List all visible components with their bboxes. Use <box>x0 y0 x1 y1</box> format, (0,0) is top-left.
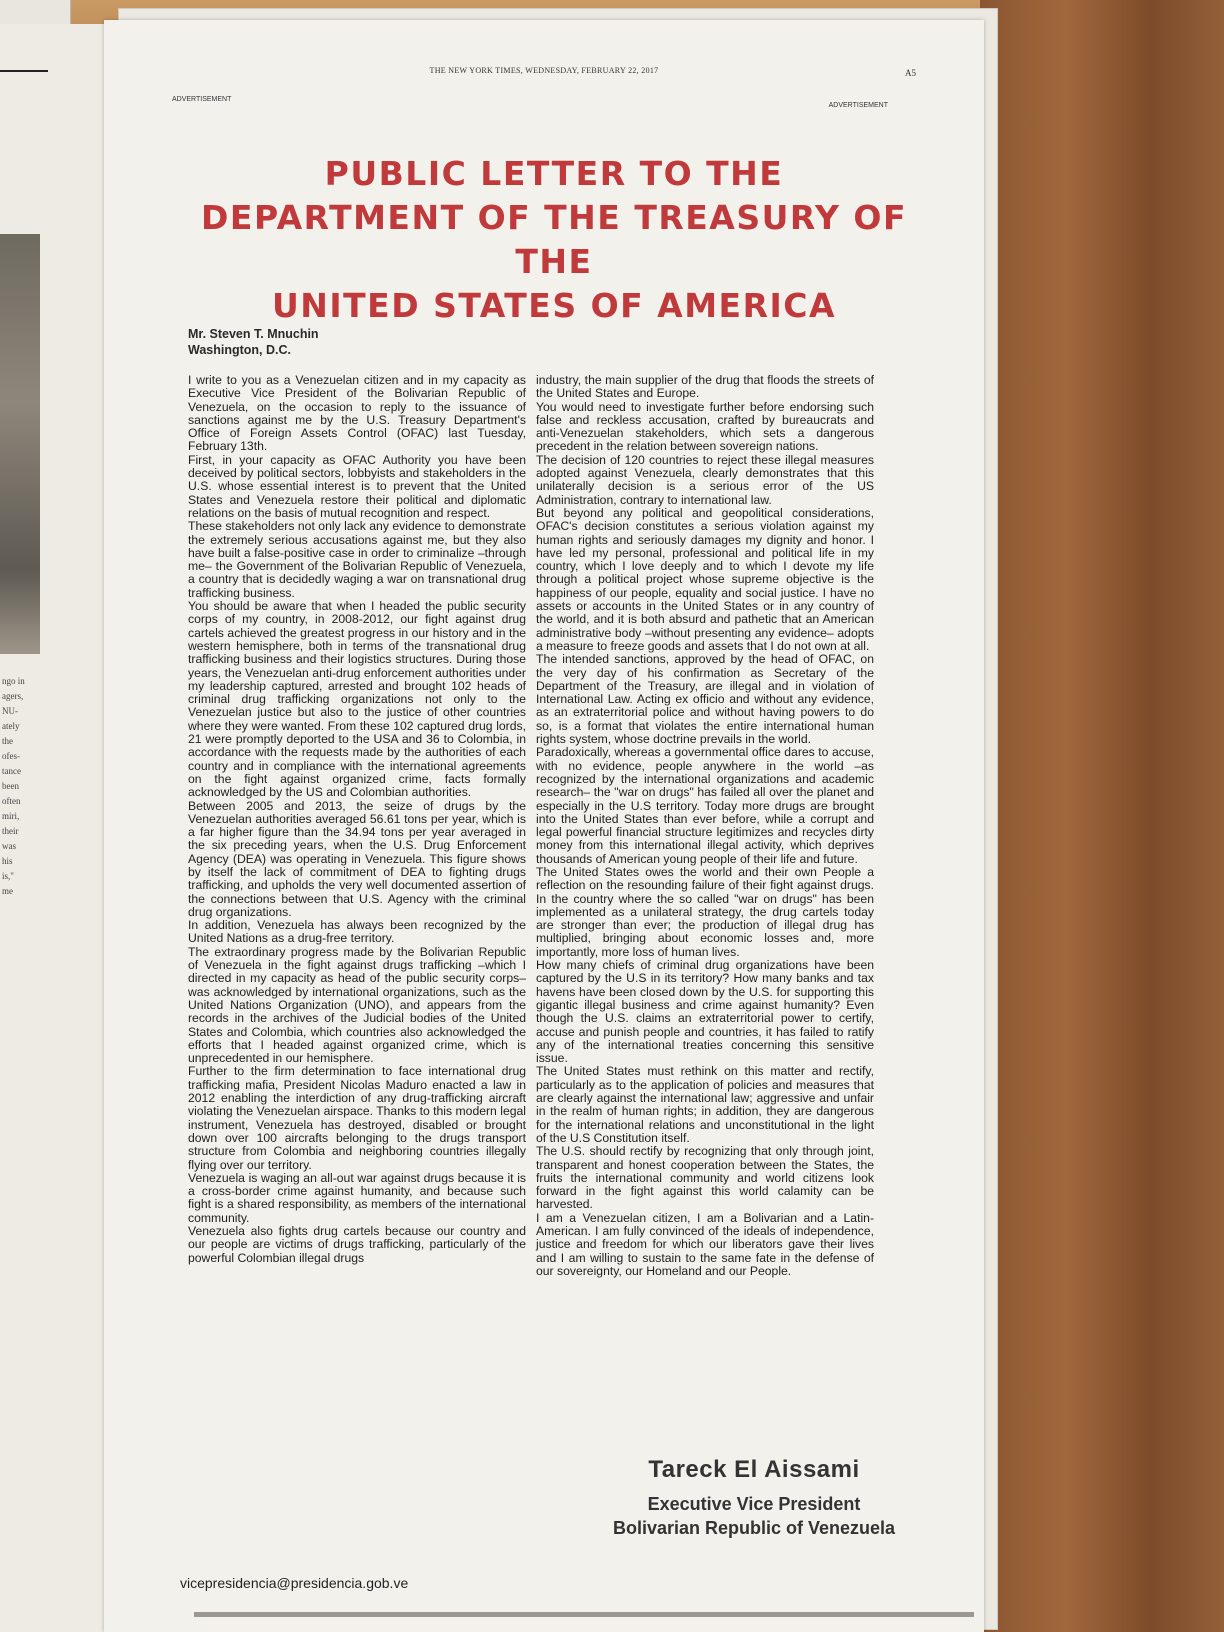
contact-email: vicepresidencia@presidencia.gob.ve <box>180 1575 409 1591</box>
wooden-table <box>980 0 1224 1632</box>
previous-page-fragment: is," <box>2 871 14 881</box>
signatory-position: Executive Vice President <box>647 1494 861 1514</box>
previous-page-fragment: was <box>2 841 16 851</box>
previous-page-fragment: ngo in <box>2 676 25 686</box>
letter-right-paragraph: The United States must rethink on this matter and rectify, particularly as to the application of policies and measures that are clearly against the international law; aggressive and unfair in the realm of human rights; in addition, they are dangerous for the international relations and unconstitutional in the light of the U.S Constitution itself. <box>536 1064 874 1145</box>
letter-right-paragraph: I am a Venezuelan citizen, I am a Bolivarian and a Latin-American. I am fully convinced of the ideals of independence, justice and freedom for which our liberators gave their lives and I am willing to sustain to the same fate in the defense of our sovereignty, our Homeland and our People. <box>536 1210 874 1278</box>
addressee-name: Mr. Steven T. Mnuchin <box>188 327 319 341</box>
letter-right-paragraph: The United States owes the world and their own People a reflection on the resounding failure of their fight against drugs. In the country where the so called "war on drugs" has been implemented as a unilateral strategy, the drug cartels today are stronger than ever; the production of illegal drug has multiplied, bringing about economic losses and, more importantly, more loss of human lives. <box>536 864 874 959</box>
previous-page-fragment: ately <box>2 721 20 731</box>
signature-block <box>554 1456 954 1540</box>
letter-right-paragraph: But beyond any political and geopolitical considerations, OFAC's decision constitutes a serious violation against my human rights and seriously damages my dignity and honor. I have led my personal, professional and political life in my country, which I love deeply and to which I devote my life through a political project whose supreme objective is the happiness of our people, equality and social justice. I have no assets or accounts in the United States or in any country of the world, and it is both absurd and pathetic that an American administrative body –without presenting any evidence– adopts a measure to freeze goods and assets that I do not own at all. <box>536 505 874 653</box>
letter-column-left <box>188 374 526 1265</box>
letter-left-paragraph: I write to you as a Venezuelan citizen and in my capacity as Executive Vice President of the Bolivarian Republic of Venezuela, on the occasion to reply to the issuance of sanctions against me by the U.S. Treasury Department's Office of Foreign Assets Control (OFAC) last Tuesday, February 13th. <box>188 373 526 454</box>
advertisement-label-left: ADVERTISEMENT <box>172 96 232 103</box>
letter-column-right <box>536 374 874 1278</box>
headline <box>164 152 944 328</box>
previous-page-fragment: their <box>2 826 19 836</box>
headline-line-3: UNITED STATES OF AMERICA <box>271 286 837 325</box>
letter-left-paragraph: Between 2005 and 2013, the seize of drugs by the Venezuelan authorities averaged 56.61 tons per year, which is a far higher figure than the 34.94 tons per year averaged in the six preceding years, when the U.S. Drug Enforcement Agency (DEA) was operating in Venezuela. This figure shows by itself the lack of commitment of DEA to fighting drugs trafficking, and upholds the very well documented assertion of the connections between that U.S. Agency with the criminal drug organizations. <box>188 798 526 919</box>
letter-left-paragraph: The extraordinary progress made by the Bolivarian Republic of Venezuela in the fight against drugs trafficking –which I directed in my capacity as head of the public security corps– was acknowledged by international organizations, such as the United Nations Organization (UNO), and appears from the records in the archives of the Judicial bodies of the United States and Colombia, which countries also acknowledged the efforts that I headed against organized crime, which is unprecedented in our hemisphere. <box>188 944 526 1066</box>
column-rule <box>0 70 48 72</box>
page-number: A5 <box>905 68 916 78</box>
previous-page-fragment: the <box>2 736 13 746</box>
letter-right-paragraph: The decision of 120 countries to reject these illegal measures adopted against Venezuela, clearly demonstrates that this unilaterally decision is a serious error of the US Administration, contrary to international law. <box>536 452 874 507</box>
previous-page-fragment: often <box>2 796 21 806</box>
previous-page-fragment: been <box>2 781 19 791</box>
letter-right-paragraph: The intended sanctions, approved by the head of OFAC, on the very day of his confirmation as Secretary of the Department of the Treasury, are illegal and in violation of International Law. Acting ex officio and without any evidence, as an extraterritorial police and without having powers to do so, is a format that violates the entire international human rights system, whose doctrine prevails in the world. <box>536 652 874 747</box>
bottom-rule <box>194 1612 974 1617</box>
advertisement-label-right: ADVERTISEMENT <box>828 102 888 109</box>
signatory-country: Bolivarian Republic of Venezuela <box>612 1518 896 1538</box>
letter-left-paragraph: In addition, Venezuela has always been recognized by the United Nations as a drug-free territory. <box>188 918 526 946</box>
previous-page-fragment: tance <box>2 766 21 776</box>
letter-right-paragraph: Paradoxically, whereas a governmental office dares to accuse, with no evidence, people anywhere in the world –as recognized by the international organizations and academic research– the "war on drugs" has failed all over the planet and especially in the U.S territory. Today more drugs are brought into the United States than ever before, while a corrupt and legal powerful financial structure legitimizes and recycles dirty money from this international illegal activity, which deprives thousands of American young people of their life and future. <box>536 745 874 866</box>
letter-left-paragraph: Venezuela also fights drug cartels because our country and our people are victims of drugs trafficking, particularly of the powerful Colombian illegal drugs <box>188 1224 526 1265</box>
previous-page-fragment: agers, <box>2 691 24 701</box>
photo-fragment <box>0 234 40 654</box>
previous-newspaper-page <box>0 24 104 1632</box>
letter-left-paragraph: Further to the firm determination to face international drug trafficking mafia, President Nicolas Maduro enacted a law in 2012 enabling the interdiction of any drug-trafficking aircraft violating the Venezuelan airspace. Thanks to this modern legal instrument, Venezuela has destroyed, disabled or brought down over 100 aircrafts belonging to the drugs transport structure from Colombia and neighboring countries illegally flying over our territory. <box>188 1064 526 1172</box>
previous-page-fragment: his <box>2 856 13 866</box>
letter-right-paragraph: industry, the main supplier of the drug that floods the streets of the United States and Europe. <box>536 373 874 401</box>
letter-right-paragraph: You would need to investigate further before endorsing such false and reckless accusation, crafted by bureaucrats and anti-Venezuelan stakeholders, which sets a dangerous precedent in the relation between sovereign nations. <box>536 399 874 454</box>
previous-page-fragment: miri, <box>2 811 20 821</box>
letter-left-paragraph: You should be aware that when I headed the public security corps of my country, in 2008-2012, our fight against drug cartels achieved the greatest progress in our history and in the western hemisphere, both in terms of the transnational drug trafficking business and their logistics structures. During those years, the Venezuelan anti-drug enforcement authorities under my leadership captured, arrested and brought 102 heads of criminal drug trafficking organizations not only to the Venezuelan justice but also to the justice of other countries where they were wanted. From these 102 captured drug lords, 21 were promptly deported to the USA and 36 to Colombia, in accordance with the requests made by the authorities of each country and in compliance with the international agreements on the fight against organized crime, facts formally acknowledged by the US and Colombian authorities. <box>188 599 526 800</box>
headline-line-2: DEPARTMENT OF THE TREASURY OF THE <box>201 198 907 281</box>
signatory-title <box>554 1492 954 1540</box>
letter-left-paragraph: Venezuela is waging an all-out war against drugs because it is a cross-border crime against humanity, and because such fight is a shared responsibility, as members of the international community. <box>188 1170 526 1225</box>
previous-page-fragment: me <box>2 886 13 896</box>
newspaper-page <box>104 20 984 1632</box>
addressee <box>188 326 319 358</box>
masthead: THE NEW YORK TIMES, WEDNESDAY, FEBRUARY 22, 2017 <box>429 66 659 75</box>
signatory-name: Tareck El Aissami <box>648 1456 860 1483</box>
letter-left-paragraph: First, in your capacity as OFAC Authority you have been deceived by political sectors, lobbyists and stakeholders in the U.S. whose essential interest is to prevent that the United States and Venezuela restore their political and diplomatic relations on the basis of mutual recognition and respect. <box>188 452 526 520</box>
previous-page-text <box>2 674 42 899</box>
previous-page-fragment: ofes- <box>2 751 20 761</box>
letter-left-paragraph: These stakeholders not only lack any evidence to demonstrate the extremely serious accusations against me, but they also have built a false-positive case in order to criminalize –through me– the Government of the Bolivarian Republic of Venezuela, a country that is decidedly waging a war on transnational drug trafficking business. <box>188 519 526 600</box>
headline-line-1: PUBLIC LETTER TO THE <box>324 154 784 193</box>
previous-page-fragment: NU- <box>2 706 18 716</box>
addressee-location: Washington, D.C. <box>188 343 291 357</box>
letter-right-paragraph: The U.S. should rectify by recognizing that only through joint, transparent and honest cooperation between the States, the fruits the international community and world citizens look forward in the fight against this world calamity can be harvested. <box>536 1144 874 1212</box>
letter-right-paragraph: How many chiefs of criminal drug organizations have been captured by the U.S in its territory? How many banks and tax havens have been closed down by the U.S. for supporting this gigantic illegal business and crime against humanity? Even though the U.S. claims an extraterritorial power to certify, accuse and punish people and countries, it has failed to ratify any of the international treaties concerning this sensitive issue. <box>536 958 874 1066</box>
